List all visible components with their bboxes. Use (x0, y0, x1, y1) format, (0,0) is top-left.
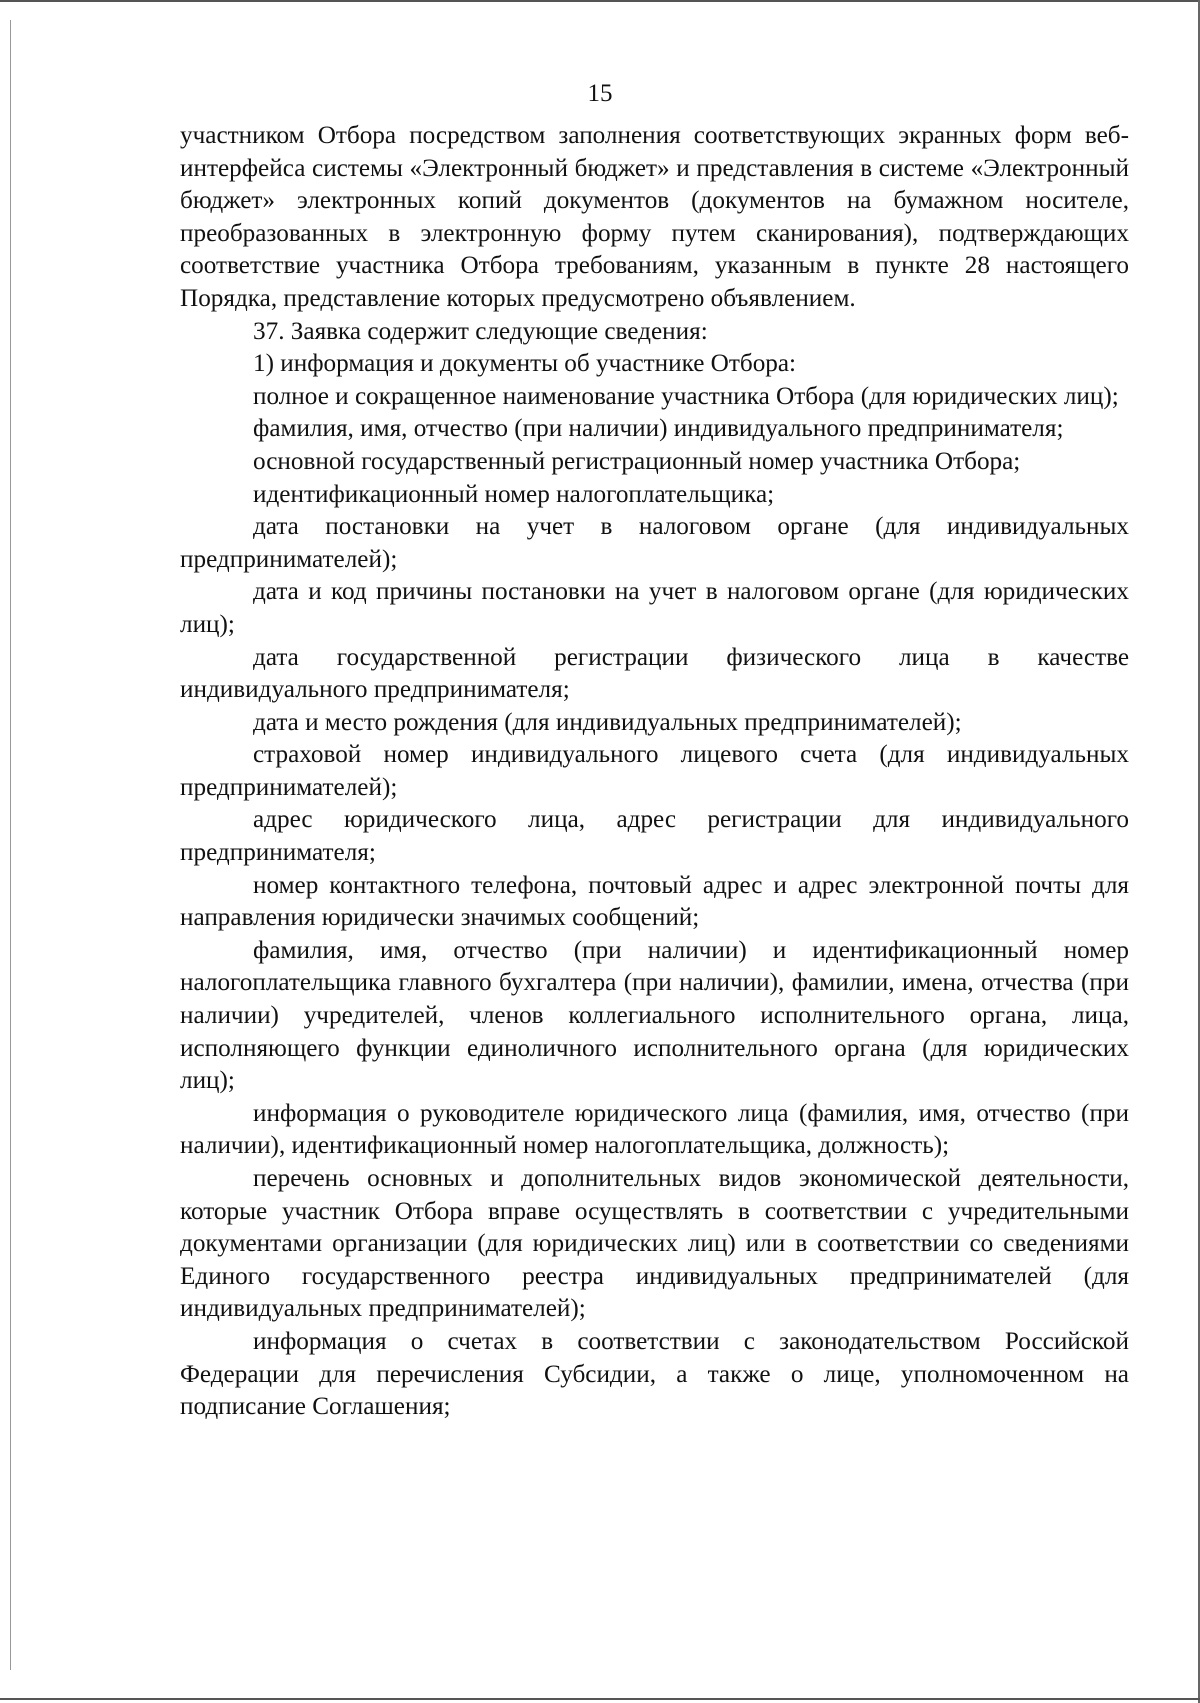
paragraph: участником Отбора посредством заполнения соответствующих экранных форм веб-интерфейса системы «Электронный бюджет» и представления в системе «Электронный бюджет» электронных копий документов (документов на бумажном носителе, преобразованных в электронную форму путем сканирования), подтверждающих соответствие участника Отбора требованиям, указанным в пункте 28 настоящего Порядка, представление которых предусмотрено объявлением. (180, 122, 1129, 312)
document-body (180, 120, 1129, 1424)
scan-edge-bottom (0, 1698, 1200, 1700)
paragraph: фамилия, имя, отчество (при наличии) и идентификационный номер налогоплательщика главного бухгалтера (при наличии), фамилии, имена, отчества (при наличии) учредителей, членов коллегиального исполнительного органа, лица, исполняющего функции единоличного исполнительного органа (для юридических лиц); (180, 936, 1129, 1095)
paragraph: полное и сокращенное наименование участника Отбора (для юридических лиц); (253, 382, 1119, 410)
paragraph: дата и код причины постановки на учет в налоговом органе (для юридических лиц); (180, 578, 1129, 638)
paragraph: дата государственной регистрации физического лица в качестве индивидуального предпринимателя; (180, 643, 1129, 704)
paragraph: страховой номер индивидуального лицевого счета (для индивидуальных предпринимателей); (180, 741, 1129, 801)
paragraph: дата постановки на учет в налоговом органе (для индивидуальных предпринимателей); (180, 513, 1129, 573)
paragraph: дата и место рождения (для индивидуальных предпринимателей); (253, 708, 962, 736)
paragraph: номер контактного телефона, почтовый адрес и адрес электронной почты для направления юридически значимых сообщений; (180, 871, 1129, 932)
paragraph: 37. Заявка содержит следующие сведения: (253, 317, 708, 345)
paragraph: 1) информация и документы об участнике Отбора: (253, 350, 797, 378)
scan-edge-left (10, 20, 11, 1670)
paragraph: основной государственный регистрационный номер участника Отбора; (253, 447, 1021, 475)
paragraph: перечень основных и дополнительных видов экономической деятельности, которые участник Отбора вправе осуществлять в соответствии с учредительными документами организации (для юридических лиц) или в соответствии со сведениями Единого государственного реестра индивидуальных предпринимателей (для индивидуальных предпринимателей); (180, 1165, 1129, 1323)
paragraph: адрес юридического лица, адрес регистрации для индивидуального предпринимателя; (180, 806, 1129, 867)
page-number: 15 (587, 80, 613, 107)
paragraph: информация о руководителе юридического лица (фамилия, имя, отчество (при наличии), идентификационный номер налогоплательщика, должность); (180, 1099, 1129, 1160)
paragraph: идентификационный номер налогоплательщика; (253, 480, 775, 508)
scan-edge-top (0, 0, 1200, 2)
paragraph: информация о счетах в соответствии с законодательством Российской Федерации для перечисления Субсидии, а также о лице, уполномоченном на подписание Соглашения; (180, 1327, 1129, 1421)
paragraph: фамилия, имя, отчество (при наличии) индивидуального предпринимателя; (253, 415, 1064, 443)
